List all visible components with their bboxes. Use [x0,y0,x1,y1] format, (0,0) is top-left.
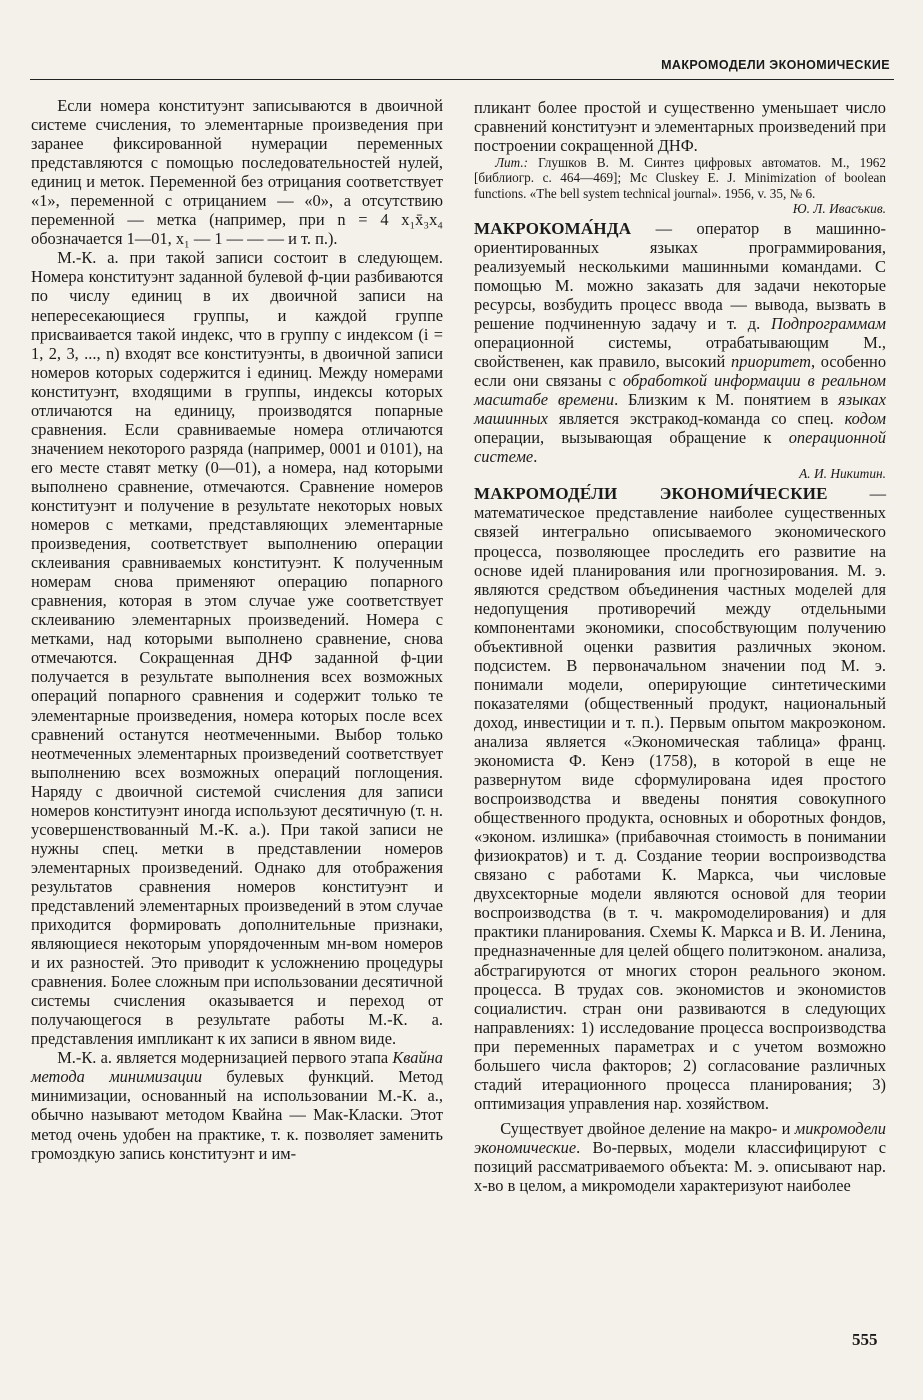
header-rule [30,79,894,80]
paragraph: М.-К. а. при такой записи состоит в следующем. Номера конституэнт заданной булевой ф-ции разбиваются по числу единиц в их двоичной записи на непересекающиеся группы, и каждой группе присваивается такой индекс, что в группу с индексом (i = 1, 2, 3, ..., n) входят все конституэнты, в двоичной записи номеров которых содержится i единиц. Между номерами конституэнт, входящими в группы, индексы которых отличаются на единицу, производятся попарные сравнения. Если сравниваемые номера отличаются значением некоторого разряда (например, 0001 и 0101), на его месте ставят метку (0—01), а номера, над которыми выполнено сравнение, отмечаются. Сравнение номеров конституэнт и получение в результате некоторых новых номеров с метками, представляющих элементарные произведения, соответствует выполнению операции склеивания сравниваемых конституэнт. К полученным номерам снова применяют операцию попарного сравнения, которая в этом случае уже соответствует склеиванию элементарных произведений. Номера с метками, над которыми выполнено сравнение, снова отмечаются. Сокращенная ДНФ заданной ф-ции получается в результате выполнения всех возможных операций попарного сравнения и содержит только те элементарные произведения, номера которых после всех сравнений останутся неотмеченными. Выбор только неотмеченных элементарных произведений соответствует выполнению всех возможных операций поглощения. Наряду с двоичной системой счисления для записи номеров конституэнт иногда используют десятичную (т. н. усовершенствованный М.-К. а.). При такой записи не нужны спец. метки в представлении номеров элементарных произведений. Однако для отображения результатов сравнения номеров конституэнт и представлений элементарных произведений в этом случае приходится формировать дополнительные признаки, являющиеся некоторым упорядоченным мн-вом номеров и их разностей. Это приводит к усложнению процедуры сравнения. Более сложным при использовании десятичной системы счисления оказывается и переход от получающегося в результате работы М.-К. а. представления импликант к их записи в явном виде. [31,248,443,1049]
running-head: МАКРОМОДЕЛИ ЭКОНОМИЧЕСКИЕ [661,58,890,72]
references: Лит.: Глушков В. М. Синтез цифровых автоматов. М., 1962 [библиогр. с. 464—469]; Mc Cluskey E. J. Minimization of boolean functions. «The bell system technical journal». 1956, v. 35, № 6. [474,155,886,201]
article-makrokomanda: МАКРОКОМА́НДА — оператор в машинно-ориентированных языках программирования, реализуемый несколькими машинными командами. С помощью М. можно заказать для задачи некоторые ресурсы, возбудить процесс ввода — вывода, вызвать в решение подчиненную задачу и т. д. Подпрограммам операционной системы, отрабатывающим М., свойственен, как правило, высокий приоритет, особенно если они связаны с обработкой информации в реальном масштабе времени. Близким к М. понятием в языках машинных является экстракод-команда со спец. кодом операции, вызывающая обращение к операционной системе. А. И. Никитин. [474,218,887,482]
author-signature: А. И. Никитин. [799,466,886,482]
right-column [474,98,886,1195]
page-number: 555 [852,1330,878,1349]
left-column [31,96,443,1163]
article-headword: МАКРОКОМА́НДА [474,218,632,238]
article-makromodeli: МАКРОМОДЕ́ЛИ ЭКОНОМИ́ЧЕСКИЕ — математическое представление наиболее существенных связей интегрально описываемого экономического процесса, позволяющее проследить его развитие на основе идей планирования или прогнозирования. М. э. являются средством объединения частных моделей для недопущения противоречий между отдельными компонентами экономики, способствующим получению объективной оценки развития различных эконом. подсистем. В первоначальном значении под М. э. понимали модели, оперирующие синтетическими показателями (общественный продукт, национальный доход, инвестиции и т. п.). Первым опытом макроэконом. анализа является «Экономическая таблица» франц. экономиста Ф. Кенэ (1758), в которой в еще не развернутом виде сформулирована идея простого воспроизводства и введены понятия совокупного общественного продукта, основных и оборотных фондов, «эконом. излишка» (прибавочная стоимость в понимании физиократов) и т. д. Создание теории воспроизводства связано с работами К. Маркса, чьи числовые двухсекторные модели являются основой для теории воспроизводства (в т. ч. макромоделирования) и для практики планирования. Схемы К. Маркса и В. И. Ленина, предназначенные для целей общего политэконом. анализа, абстрагируются от многих сторон реального эконом. процесса. В трудах сов. экономистов и экономистов социалистич. стран они развиваются в следующих направлениях: 1) исследование процесса воспроизводства при переменных параметрах и с учетом возможно большего числа факторов; 2) согласование различных стадий итерационного процесса планирования; 3) оптимизация управления нар. хозяйством. Существует двойное деление на макро- и микромодели экономические. Во-первых, модели классифицируют с позиций рассматриваемого объекта: М. э. описывают нар. х-во в целом, а микромодели характеризуют наиболее [474,484,886,1196]
paragraph: Если номера конституэнт записываются в двоичной системе счисления, то элементарные произведения при заранее фиксированной нумерации переменных представляются с помощью последовательностей нулей, единиц и меток. Переменной без отрицания соответствует «1», переменной с отрицанием — «0», а отсутствию переменной — метка (например, при n = 4 x₁x̄₃x₄ обозначается 1—01, x₁ — 1 — — — и т. п.). [31,96,443,249]
cross-reference: Квайна метода минимизации [31,1048,443,1087]
paragraph: пликант более простой и существенно уменьшает число сравнений конституэнт и элементарных произведений при построении сокращенной ДНФ. [474,98,886,156]
paragraph: М.-К. а. является модернизацией первого этапа Квайна метода минимизации булевых функций. Метод минимизации, основанный на использовании М.-К. а., обычно называют методом Квайна — Мак-Класки. Этот метод очень удобен на практике, т. к. позволяет заменить громоздкую запись конституэнт и им- [31,1048,443,1163]
paragraph: Существует двойное деление на макро- и микромодели экономические. Во-первых, модели классифицируют с позиций рассматриваемого объекта: М. э. описывают нар. х-во в целом, а микромодели характеризуют наиболее [474,1118,886,1196]
article-headword: МАКРОМОДЕ́ЛИ ЭКОНОМИ́ЧЕСКИЕ [474,484,828,504]
author-signature: Ю. Л. Ивасъкив. [792,200,886,216]
